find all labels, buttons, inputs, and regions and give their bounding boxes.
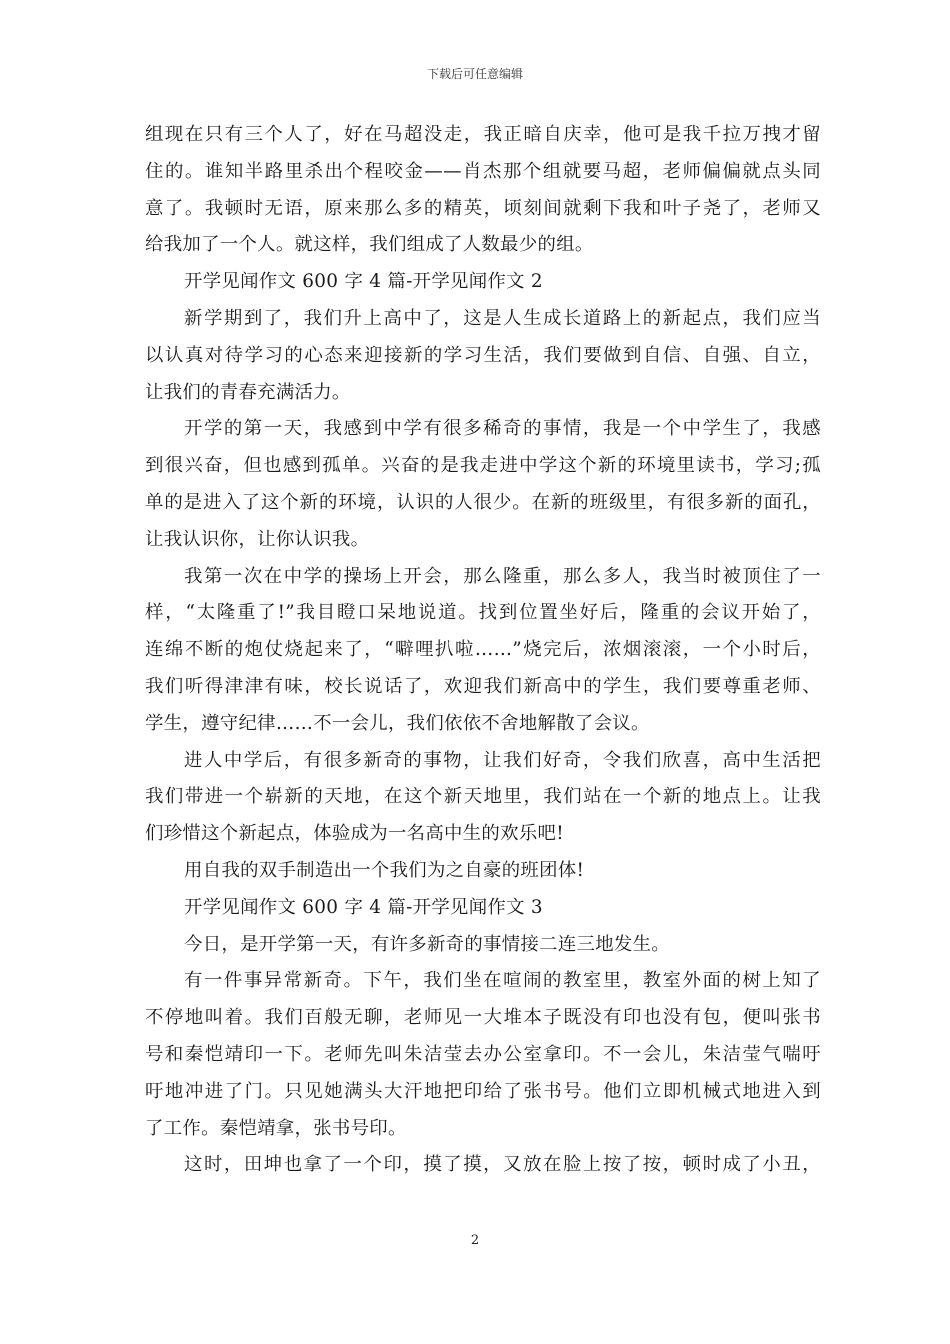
text-line: 样，“太隆重了!”我目瞪口呆地说道。找到位置坐好后，隆重的会议开始了，: [145, 602, 821, 624]
text-line: 吁地冲进了门。只见她满头大汗地把印给了张书号。他们立即机械式地进入到: [145, 1080, 821, 1102]
text-line: 我们听得津津有味，校长说话了，欢迎我们新高中的学生，我们要尊重老师、: [145, 675, 821, 697]
text-line: 单的是进入了这个新的环境，认识的人很少。在新的班级里，有很多新的面孔，: [145, 491, 821, 513]
text-line: 开学的第一天，我感到中学有很多稀奇的事情，我是一个中学生了，我感: [184, 418, 821, 440]
text-line: 我第一次在中学的操场上开会，那么隆重，那么多人，我当时被顶住了一: [184, 565, 821, 587]
section-heading: 开学见闻作文 600 字 4 篇-开学见闻作文 2: [184, 271, 543, 293]
text-line: 意了。我顿时无语，原来那么多的精英，顷刻间就剩下我和叶子尧了，老师又: [145, 197, 821, 219]
text-line: 有一件事异常新奇。下午，我们坐在喧闹的教室里，教室外面的树上知了: [184, 970, 821, 992]
body-text: [145, 117, 821, 1184]
text-line: 号和秦恺靖印一下。老师先叫朱洁莹去办公室拿印。不一会儿，朱洁莹气喘吁: [145, 1043, 821, 1065]
text-line: 用自我的双手制造出一个我们为之自豪的班团体!: [184, 859, 585, 881]
text-line: 以认真对待学习的心态来迎接新的学习生活，我们要做到自信、自强、自立，: [145, 344, 821, 366]
text-line: 连绵不断的炮仗烧起来了，“噼哩扒啦……”烧完后，浓烟滚滚，一个小时后，: [145, 639, 821, 661]
section-heading: 开学见闻作文 600 字 4 篇-开学见闻作文 3: [184, 896, 543, 918]
text-line: 进人中学后，有很多新奇的事物，让我们好奇，令我们欣喜，高中生活把: [184, 749, 821, 771]
page-number: 2: [470, 1233, 480, 1248]
text-line: 新学期到了，我们升上高中了，这是人生成长道路上的新起点，我们应当: [184, 307, 821, 329]
text-line: 们珍惜这个新起点，体验成为一名高中生的欢乐吧!: [145, 823, 564, 845]
text-line: 让我们的青春充满活力。: [145, 381, 351, 403]
text-line: 不停地叫着。我们百般无聊，老师见一大堆本子既没有印也没有包，便叫张书: [145, 1007, 821, 1029]
text-line: 住的。谁知半路里杀出个程咬金——肖杰那个组就要马超，老师偏偏就点头同: [145, 160, 821, 182]
text-line: 组现在只有三个人了，好在马超没走，我正暗自庆幸，他可是我千拉万拽才留: [145, 124, 821, 145]
text-line: 到很兴奋，但也感到孤单。兴奋的是我走进中学这个新的环境里读书，学习;孤: [145, 455, 821, 477]
text-line: 给我加了一个人。就这样，我们组成了人数最少的组。: [145, 234, 594, 256]
page-header: 下载后可任意编辑: [426, 67, 523, 81]
text-line: 今日，是开学第一天，有许多新奇的事情接二连三地发生。: [184, 933, 670, 955]
text-line: 了工作。秦恺靖拿，张书号印。: [145, 1117, 407, 1139]
text-line: 这时，田坤也拿了一个印，摸了摸，又放在脸上按了按，顿时成了小丑，: [184, 1154, 821, 1176]
text-line: 学生，遵守纪律……不一会儿，我们依依不舍地解散了会议。: [145, 712, 650, 734]
text-line: 让我认识你，让你认识我。: [145, 528, 370, 550]
text-line: 我们带进一个崭新的天地，在这个新天地里，我们站在一个新的地点上。让我: [145, 786, 821, 808]
